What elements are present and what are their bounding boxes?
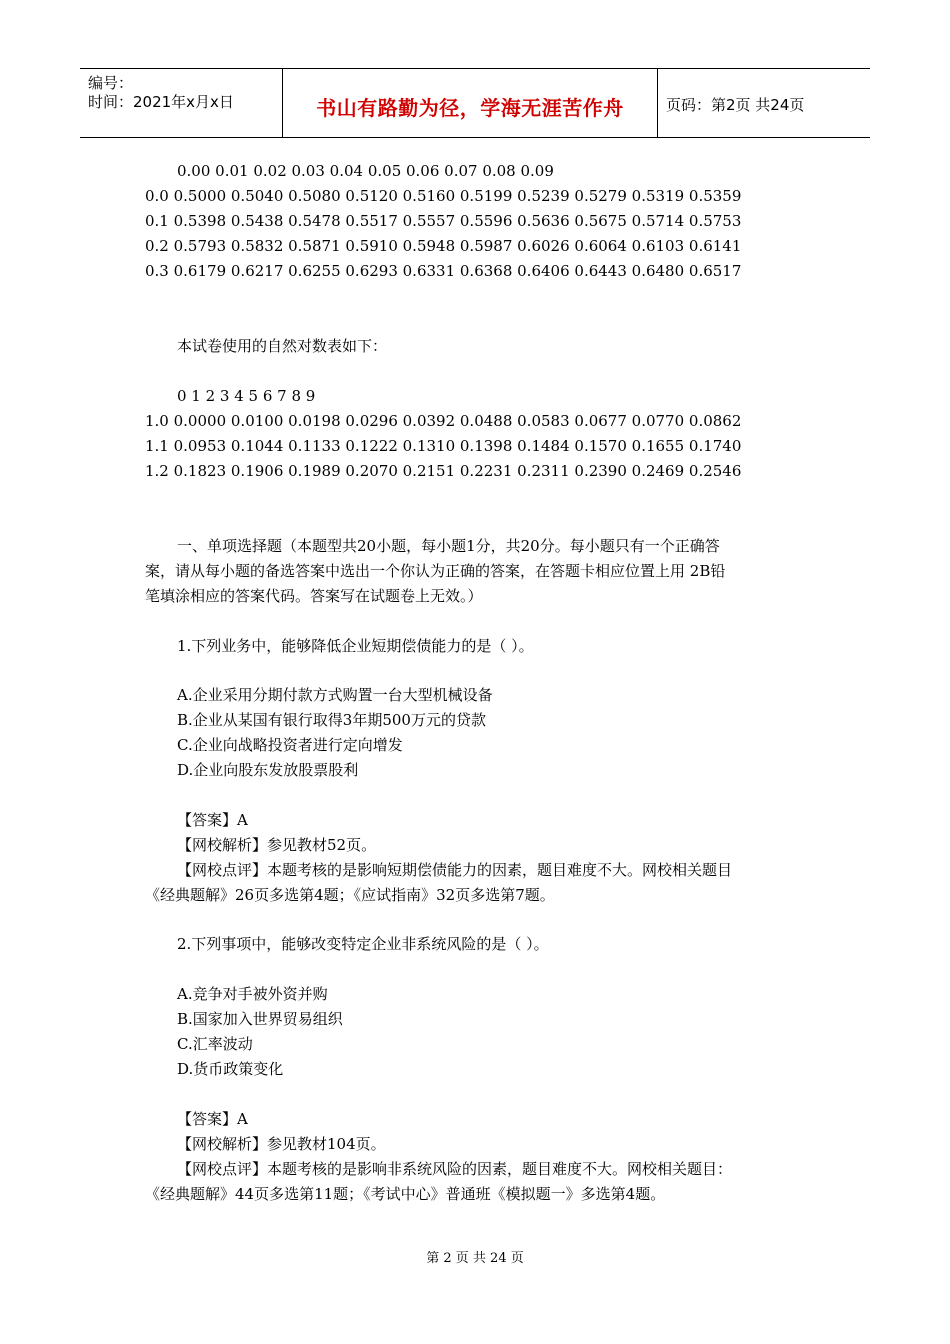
question-1-stem: 1.下列业务中，能够降低企业短期偿债能力的是（ ）。 xyxy=(177,637,534,655)
doc-time-label: 时间：2021年x月x日 xyxy=(88,93,234,111)
section-instructions-line: 一、单项选择题（本题型共20小题，每小题1分，共20分。每小题只有一个正确答 xyxy=(177,537,720,555)
question-2-option-c: C.汇率波动 xyxy=(177,1035,253,1053)
question-1-comment: 【网校点评】本题考核的是影响短期偿债能力的因素，题目难度不大。网校相关题目 xyxy=(177,861,733,879)
log-table-row: 1.1 0.0953 0.1044 0.1133 0.1222 0.1310 0.1398 0.1484 0.1570 0.1655 0.1740 xyxy=(145,437,742,455)
normal-table-row: 0.0 0.5000 0.5040 0.5080 0.5120 0.5160 0.5199 0.5239 0.5279 0.5319 0.5359 xyxy=(145,187,742,205)
question-1-analysis: 【网校解析】参见教材52页。 xyxy=(177,836,377,854)
question-2-analysis: 【网校解析】参见教材104页。 xyxy=(177,1135,386,1153)
question-1-option-d: D.企业向股东发放股票股利 xyxy=(177,761,359,779)
section-instructions-line: 案，请从每小题的备选答案中选出一个你认为正确的答案，在答题卡相应位置上用 2B铅 xyxy=(145,562,726,580)
question-2-option-d: D.货币政策变化 xyxy=(177,1060,284,1078)
doc-number-label: 编号： xyxy=(88,74,134,92)
question-1-option-a: A.企业采用分期付款方式购置一台大型机械设备 xyxy=(177,686,493,704)
question-2-comment: 【网校点评】本题考核的是影响非系统风险的因素，题目难度不大。网校相关题目： xyxy=(177,1160,733,1178)
question-2-option-b: B.国家加入世界贸易组织 xyxy=(177,1010,343,1028)
question-1-option-c: C.企业向战略投资者进行定向增发 xyxy=(177,736,403,754)
question-2-comment: 《经典题解》44页多选第11题；《考试中心》普通班《模拟题一》多选第4题。 xyxy=(145,1185,666,1203)
normal-table-row: 0.1 0.5398 0.5438 0.5478 0.5517 0.5557 0.5596 0.5636 0.5675 0.5714 0.5753 xyxy=(145,212,742,230)
page-header xyxy=(80,68,870,138)
question-2-stem: 2.下列事项中，能够改变特定企业非系统风险的是（ ）。 xyxy=(177,935,549,953)
question-2-answer: 【答案】A xyxy=(177,1110,248,1128)
question-1-answer: 【答案】A xyxy=(177,811,248,829)
log-table-row: 1.0 0.0000 0.0100 0.0198 0.0296 0.0392 0.0488 0.0583 0.0677 0.0770 0.0862 xyxy=(145,412,742,430)
normal-table-row: 0.3 0.6179 0.6217 0.6255 0.6293 0.6331 0.6368 0.6406 0.6443 0.6480 0.6517 xyxy=(145,262,742,280)
log-table-header: 0 1 2 3 4 5 6 7 8 9 xyxy=(177,387,316,405)
log-table-intro: 本试卷使用的自然对数表如下： xyxy=(177,337,388,355)
normal-table-header: 0.00 0.01 0.02 0.03 0.04 0.05 0.06 0.07 0.08 0.09 xyxy=(177,162,554,180)
header-page-info: 页码：第2页 共24页 xyxy=(666,96,805,114)
header-motto-cell xyxy=(282,69,658,137)
page-footer: 第 2 页 共 24 页 xyxy=(426,1251,524,1266)
question-1-comment: 《经典题解》26页多选第4题；《应试指南》32页多选第7题。 xyxy=(145,886,555,904)
section-instructions-line: 笔填涂相应的答案代码。答案写在试题卷上无效。） xyxy=(145,587,483,605)
header-info-cell xyxy=(80,69,282,137)
question-1-option-b: B.企业从某国有银行取得3年期500万元的贷款 xyxy=(177,711,486,729)
question-2-option-a: A.竞争对手被外资并购 xyxy=(177,985,328,1003)
header-page-cell xyxy=(657,69,870,137)
header-motto: 书山有路勤为径，学海无涯苦作舟 xyxy=(316,96,624,120)
log-table-row: 1.2 0.1823 0.1906 0.1989 0.2070 0.2151 0.2231 0.2311 0.2390 0.2469 0.2546 xyxy=(145,462,742,480)
normal-table-row: 0.2 0.5793 0.5832 0.5871 0.5910 0.5948 0.5987 0.6026 0.6064 0.6103 0.6141 xyxy=(145,237,742,255)
